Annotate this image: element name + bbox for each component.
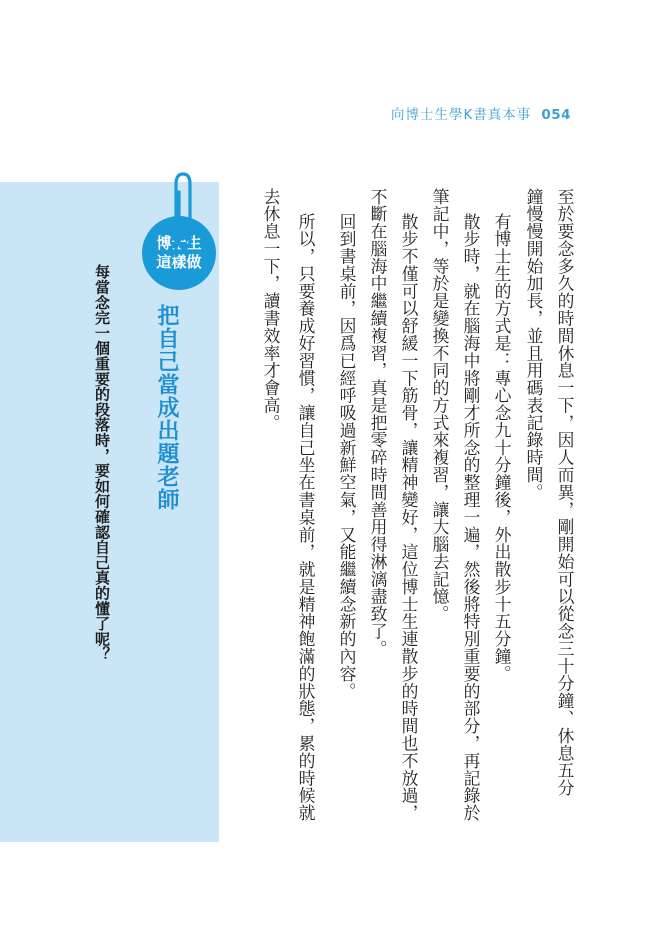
body-column-7: 不斷在腦海中繼續複習，真是把零碎時間善用得淋漓盡致了。 — [368, 188, 388, 658]
body-column-3: 有博士生的方式是：專心念九十分鐘後，外出散步十五分鐘。 — [492, 213, 512, 683]
badge-line-2: 這樣做 — [156, 253, 202, 271]
body-column-1: 至於要念多久的時間休息一下，因人而異，剛開始可以從念三十分鐘、休息五分 — [555, 188, 575, 797]
book-title: 向博士生學K書真本事 — [390, 107, 532, 123]
body-column-9: 所以，只要養成好習慣，讓自己坐在書桌前，就是精神飽滿的狀態，累的時候就 — [296, 213, 316, 822]
body-column-5: 筆記中，等於是變換不同的方式來複習，讓大腦去記憶。 — [430, 188, 450, 623]
paperclip-icon — [168, 170, 198, 270]
body-column-2: 鐘慢慢開始加長，並且用碼表記錄時間。 — [524, 188, 544, 502]
section-subtitle: 每當念完一個重要的段落時，要如何確認自己真的懂了呢？ — [93, 264, 111, 662]
section-title: 把自己當成出題老師 — [154, 304, 180, 511]
body-column-6: 散步不僅可以舒緩一下筋骨，讓精神變好，這位博士生連散步的時間也不放過， — [399, 213, 419, 822]
badge-line-1: 博士生 — [156, 234, 202, 252]
page-number: 054 — [541, 107, 571, 123]
body-column-8: 回到書桌前，因爲已經呼吸過新鮮空氣，又能繼續念新的內容。 — [337, 213, 357, 700]
body-column-10: 去休息一下，讀書效率才會高。 — [261, 188, 281, 432]
running-header — [391, 103, 571, 123]
body-column-4: 散步時，就在腦海中將剛才所念的整理一遍，然後將特別重要的部分，再記錄於 — [461, 213, 481, 822]
